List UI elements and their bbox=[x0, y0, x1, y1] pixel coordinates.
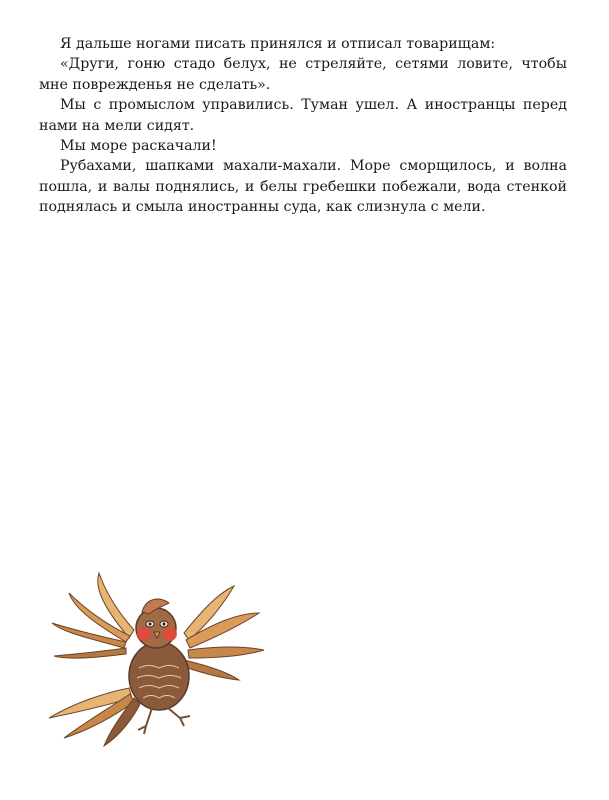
paragraph: «Други, гоню стадо белух, не стреляйте, сетями ловите, чтобы мне поврежденья не сделать». bbox=[39, 56, 567, 93]
right-wing bbox=[182, 586, 264, 680]
paragraph: Я дальше ногами писать принялся и отписал товарищам: bbox=[60, 36, 496, 52]
story-text bbox=[39, 34, 567, 218]
paragraph: Мы с промыслом управились. Туман ушел. А иностранцы перед нами на мели сидят. bbox=[39, 97, 567, 134]
paragraph: Рубахами, шапками махали-махали. Море сморщилось, и волна пошла, и валы поднялись, и белы гребешки побежали, вода стенкой поднялась и смыла иностранны суда, как слизнула с мели. bbox=[39, 158, 567, 216]
tail bbox=[49, 688, 140, 746]
left-cheek bbox=[137, 627, 151, 641]
bird-illustration bbox=[34, 568, 274, 748]
legs bbox=[138, 708, 190, 734]
right-cheek bbox=[163, 627, 177, 641]
left-wing bbox=[52, 573, 134, 658]
paragraph: Мы море раскачали! bbox=[60, 138, 217, 155]
bird-body bbox=[129, 642, 189, 710]
